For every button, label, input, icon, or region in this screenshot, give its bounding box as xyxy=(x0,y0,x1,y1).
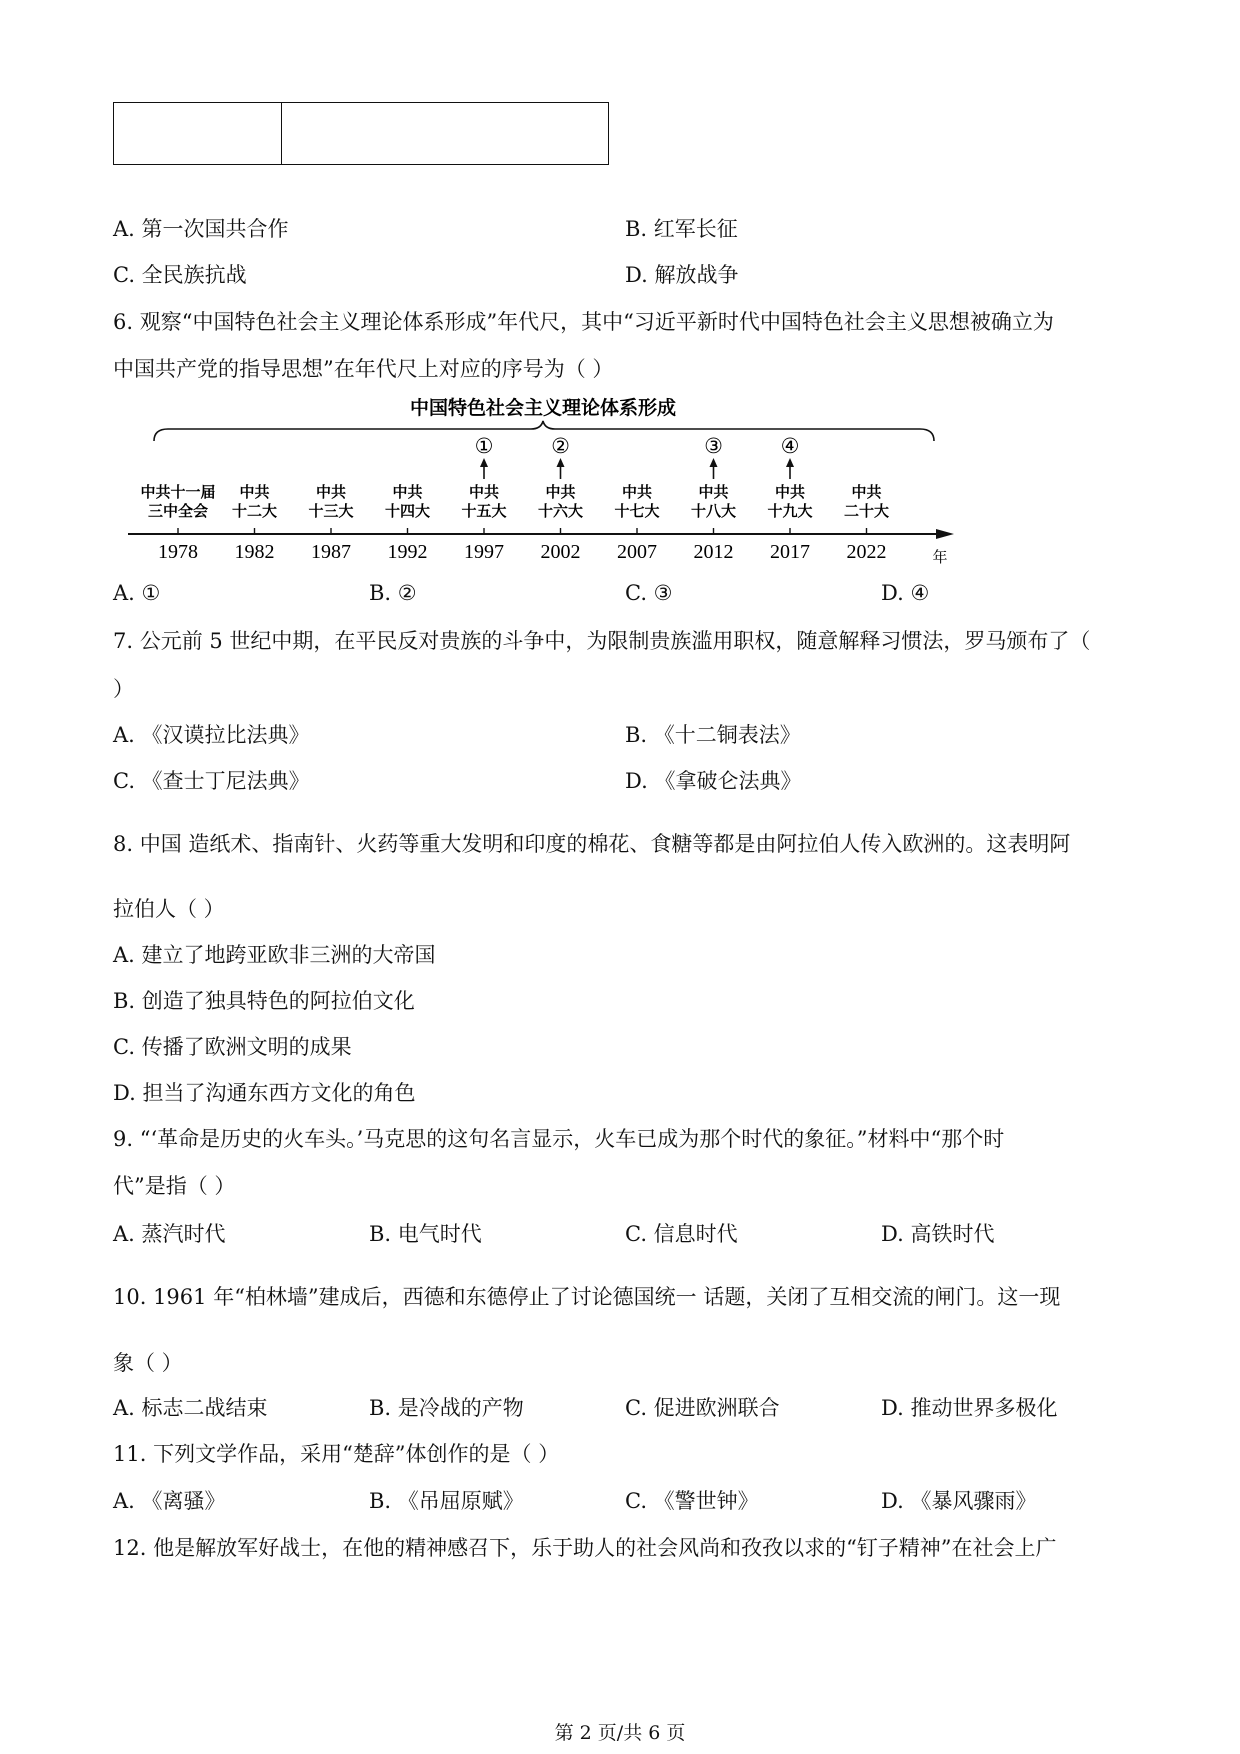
timeline-marker-arrowhead xyxy=(786,458,794,467)
timeline-marker-label: ① xyxy=(474,434,494,458)
timeline-marker-arrowhead xyxy=(710,458,718,467)
timeline-year-label: 1997 xyxy=(464,541,504,563)
timeline-year-label: 2022 xyxy=(846,541,887,563)
timeline-event-label-1: 中共 xyxy=(698,483,729,501)
timeline-event-label-1: 中共 xyxy=(851,483,882,501)
q6-option-c[interactable]: C. ③ xyxy=(625,581,673,605)
q12-stem-line1: 12. 他是解放军好战士，在他的精神感召下，乐于助人的社会风尚和孜孜以求的“钉子精神”在社会上广 xyxy=(113,1536,1057,1560)
timeline-marker-label: ③ xyxy=(704,434,723,458)
q10-option-c[interactable]: C. 促进欧洲联合 xyxy=(625,1396,780,1420)
q7-stem-line1: 7. 公元前 5 世纪中期，在平民反对贵族的斗争中，为限制贵族滥用职权，随意解释习惯法，罗马颁布了（ xyxy=(113,629,1091,653)
timeline-event-label-2: 三中全会 xyxy=(147,502,209,520)
q9-option-d[interactable]: D. 高铁时代 xyxy=(881,1222,995,1246)
q8-option-d[interactable]: D. 担当了沟通东西方文化的角色 xyxy=(113,1081,416,1105)
timeline-figure xyxy=(128,395,958,570)
timeline-axis-arrow xyxy=(936,529,954,539)
q6-stem-line1: 6. 观察“中国特色社会主义理论体系形成”年代尺，其中“习近平新时代中国特色社会主义思想被确立为 xyxy=(113,310,1054,334)
q8-stem-line2: 拉伯人（ ） xyxy=(113,897,225,921)
timeline-event-label-1: 中共 xyxy=(468,483,500,501)
timeline-year-label: 2002 xyxy=(540,541,581,563)
q11-option-c[interactable]: C. 《警世钟》 xyxy=(625,1489,759,1513)
answer-table xyxy=(113,102,609,165)
q9-stem-line1: 9. “‘革命是历史的火车头。’马克思的这句名言显示，火车已成为那个时代的象征。”材料中“那个时 xyxy=(113,1127,1005,1151)
timeline-event-label-1: 中共 xyxy=(392,483,423,501)
timeline-event-label-1: 中共 xyxy=(774,483,806,501)
timeline-event-label-2: 十四大 xyxy=(384,502,431,520)
timeline-year-label: 2007 xyxy=(617,541,657,563)
timeline-brace xyxy=(154,421,934,441)
q11-option-a[interactable]: A. 《离骚》 xyxy=(113,1489,226,1513)
q7-option-d[interactable]: D. 《拿破仑法典》 xyxy=(625,769,802,793)
q10-option-a[interactable]: A. 标志二战结束 xyxy=(113,1396,268,1420)
q6-stem-line2: 中国共产党的指导思想”在年代尺上对应的序号为（ ） xyxy=(113,357,614,381)
timeline-event-label-2: 十八大 xyxy=(690,502,737,520)
timeline-event-label-1: 中共十一届 xyxy=(140,483,216,501)
table-divider xyxy=(281,103,282,164)
timeline-event-label-2: 二十大 xyxy=(843,502,890,520)
q11-stem-line1: 11. 下列文学作品，采用“楚辞”体创作的是（ ） xyxy=(113,1442,560,1466)
q7-option-a[interactable]: A. 《汉谟拉比法典》 xyxy=(113,723,310,747)
q9-stem-line2: 代”是指（ ） xyxy=(113,1174,236,1198)
timeline-title: 中国特色社会主义理论体系形成 xyxy=(409,397,677,419)
q7-option-b[interactable]: B. 《十二铜表法》 xyxy=(625,723,801,747)
timeline-marker-arrowhead xyxy=(557,458,565,467)
q10-stem-line1: 10. 1961 年“柏林墙”建成后，西德和东德停止了讨论德国统一 话题，关闭了互相交流的闸门。这一现 xyxy=(113,1285,1061,1309)
q8-option-a[interactable]: A. 建立了地跨亚欧非三洲的大帝国 xyxy=(113,943,436,967)
q6-option-b[interactable]: B. ② xyxy=(369,581,417,605)
q5-option-c[interactable]: C. 全民族抗战 xyxy=(113,263,247,287)
q6-option-d[interactable]: D. ④ xyxy=(881,581,930,605)
q9-option-b[interactable]: B. 电气时代 xyxy=(369,1222,482,1246)
q6-option-a[interactable]: A. ① xyxy=(113,581,161,605)
q11-option-b[interactable]: B. 《吊屈原赋》 xyxy=(369,1489,524,1513)
timeline-marker-arrowhead xyxy=(480,458,488,467)
q7-option-c[interactable]: C. 《查士丁尼法典》 xyxy=(113,769,310,793)
timeline-year-label: 1978 xyxy=(158,541,198,563)
q10-option-d[interactable]: D. 推动世界多极化 xyxy=(881,1396,1058,1420)
timeline-event-label-2: 十六大 xyxy=(537,502,584,520)
timeline-event-label-1: 中共 xyxy=(315,483,347,501)
timeline-year-label: 1992 xyxy=(387,541,428,563)
q9-option-a[interactable]: A. 蒸汽时代 xyxy=(113,1222,226,1246)
q8-stem-line1: 8. 中国 造纸术、指南针、火药等重大发明和印度的棉花、食糖等都是由阿拉伯人传入欧洲的。这表明阿 xyxy=(113,832,1071,856)
page-footer: 第 2 页/共 6 页 xyxy=(554,1722,686,1744)
q11-option-d[interactable]: D. 《暴风骤雨》 xyxy=(881,1489,1037,1513)
q5-option-b[interactable]: B. 红军长征 xyxy=(625,217,738,241)
q9-option-c[interactable]: C. 信息时代 xyxy=(625,1222,738,1246)
timeline-marker-label: ② xyxy=(551,434,570,458)
timeline-year-label: 2017 xyxy=(770,541,810,563)
timeline-marker-label: ④ xyxy=(780,434,800,458)
timeline-unit-label: 年 xyxy=(932,548,948,566)
q8-option-c[interactable]: C. 传播了欧洲文明的成果 xyxy=(113,1035,352,1059)
timeline-event-label-2: 十九大 xyxy=(767,502,813,520)
q7-stem-line2: ） xyxy=(113,677,134,701)
timeline-event-label-2: 十五大 xyxy=(461,502,507,520)
q5-option-a[interactable]: A. 第一次国共合作 xyxy=(113,217,289,241)
timeline-event-label-1: 中共 xyxy=(545,483,576,501)
timeline-event-label-2: 十三大 xyxy=(308,502,354,520)
timeline-event-label-1: 中共 xyxy=(239,483,270,501)
timeline-year-label: 2012 xyxy=(693,541,734,563)
timeline-year-label: 1987 xyxy=(311,541,351,563)
q10-option-b[interactable]: B. 是冷战的产物 xyxy=(369,1396,524,1420)
timeline-event-label-1: 中共 xyxy=(621,483,653,501)
q5-option-d[interactable]: D. 解放战争 xyxy=(625,263,739,287)
timeline-event-label-2: 十七大 xyxy=(614,502,660,520)
q8-option-b[interactable]: B. 创造了独具特色的阿拉伯文化 xyxy=(113,989,415,1013)
timeline-year-label: 1982 xyxy=(234,541,275,563)
q10-stem-line2: 象（ ） xyxy=(113,1351,183,1375)
timeline-event-label-2: 十二大 xyxy=(231,502,278,520)
